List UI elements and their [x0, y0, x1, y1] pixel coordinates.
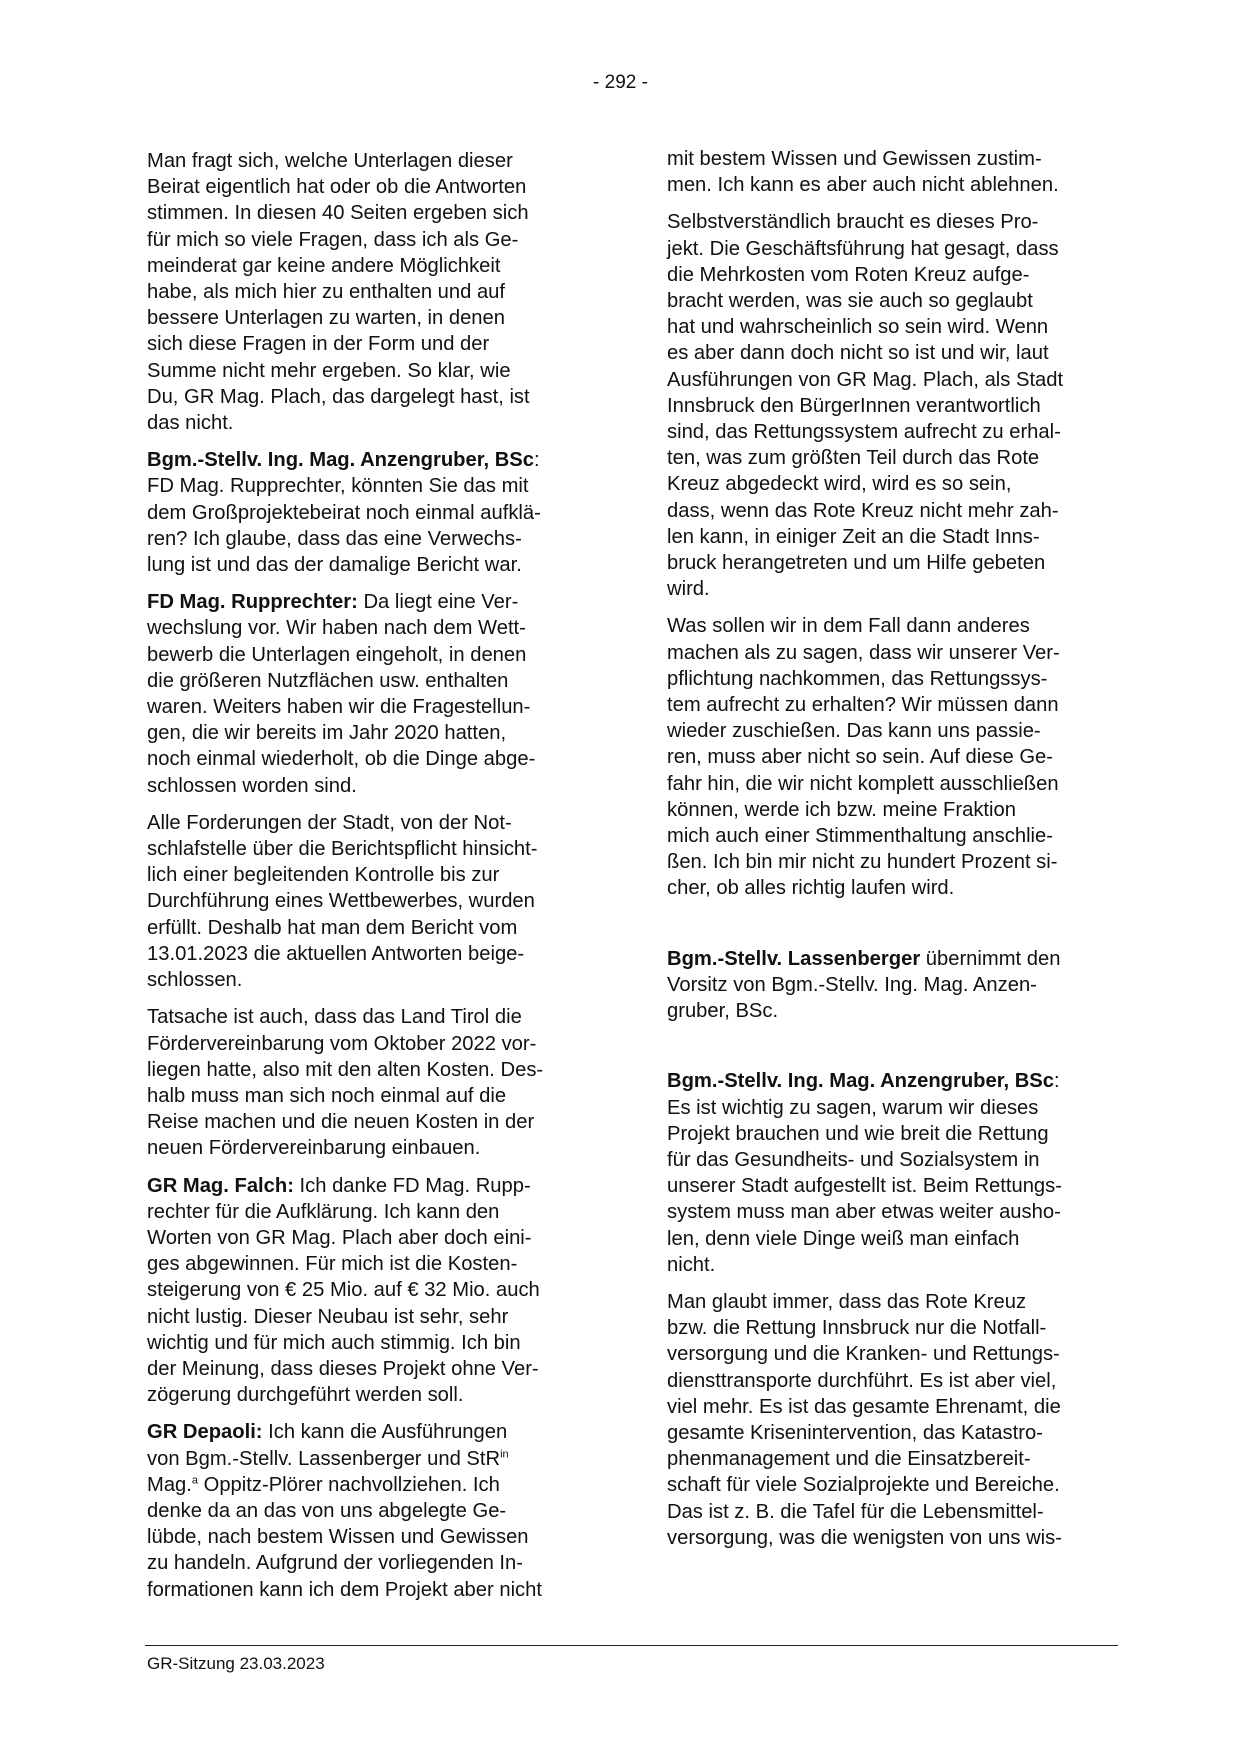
text-line: für das Gesundheits- und Sozialsystem in — [667, 1148, 1040, 1171]
text-fragment: von Bgm.-Stellv. Lassenberger und StR — [147, 1447, 501, 1470]
text-line: ren? Ich glaube, dass das eine Verwechs- — [147, 527, 522, 550]
text-line: Reise machen und die neuen Kosten in der — [147, 1111, 535, 1134]
text-line: Summe nicht mehr ergeben. So klar, wie — [147, 359, 511, 382]
text-line: nicht. — [667, 1253, 716, 1276]
text-line: steigerung von € 25 Mio. auf € 32 Mio. auch — [147, 1279, 540, 1302]
text-line: versorgung und die Kranken- und Rettungs- — [667, 1343, 1060, 1366]
text-fragment: : — [533, 449, 540, 472]
text-line: bessere Unterlagen zu warten, in denen — [147, 307, 505, 330]
text-line: zögerung durchgeführt werden soll. — [147, 1384, 464, 1407]
text-line: erfüllt. Deshalb hat man dem Bericht vom — [147, 916, 518, 939]
paragraph — [667, 1289, 1115, 1551]
text-line: ren, muss aber nicht so sein. Auf diese Ge- — [667, 746, 1053, 769]
text-line: machen als zu sagen, dass wir unserer Ver- — [667, 641, 1060, 664]
text-line: bzw. die Rettung Innsbruck nur die Notfall- — [667, 1317, 1047, 1340]
text-line: halb muss man sich noch einmal auf die — [147, 1084, 507, 1107]
text-line: Beirat eigentlich hat oder ob die Antworten — [147, 176, 527, 199]
text-line: bruck herangetreten und um Hilfe gebeten — [667, 552, 1046, 575]
text-line: len, denn viele Dinge weiß man einfach — [667, 1227, 1020, 1250]
left-column — [147, 148, 595, 1614]
text-line: Projekt brauchen und wie breit die Rettung — [667, 1122, 1049, 1145]
paragraph — [147, 810, 595, 993]
paragraph — [667, 613, 1115, 901]
paragraph — [667, 946, 1115, 1025]
text-line: meinderat gar keine andere Möglichkeit — [147, 254, 501, 277]
text-line: gesamte Krisenintervention, das Katastro- — [667, 1421, 1043, 1444]
text-line: das nicht. — [147, 412, 234, 435]
text-line: der Meinung, dass dieses Projekt ohne Ver- — [147, 1357, 539, 1380]
text-line: stimmen. In diesen 40 Seiten ergeben sich — [147, 202, 529, 225]
text-line: Fördervereinbarung vom Oktober 2022 vor- — [147, 1032, 537, 1055]
text-fragment: Da liegt eine Ver- — [357, 591, 519, 614]
superscript: in — [500, 1447, 509, 1460]
speaker-name: FD Mag. Rupprechter: — [147, 591, 358, 614]
text-line: cher, ob alles richtig laufen wird. — [667, 877, 955, 900]
paragraph — [147, 1419, 595, 1602]
speaker-name: GR Mag. Falch: — [147, 1174, 294, 1197]
text-line: jekt. Die Geschäftsführung hat gesagt, dass — [667, 237, 1059, 260]
paragraph — [147, 1173, 595, 1409]
text-line: Durchführung eines Wettbewerbes, wurden — [147, 890, 535, 913]
text-line: Man fragt sich, welche Unterlagen dieser — [147, 150, 513, 172]
text-line: noch einmal wiederholt, ob die Dinge abge- — [147, 748, 536, 771]
text-line: fahr hin, die wir nicht komplett ausschließen — [667, 772, 1059, 795]
text-fragment: Oppitz-Plörer nachvollziehen. Ich — [198, 1473, 500, 1496]
text-line: Es ist wichtig zu sagen, warum wir dieses — [667, 1096, 1039, 1119]
text-line: für mich so viele Fragen, dass ich als Ge- — [147, 228, 519, 251]
text-line: können, werde ich bzw. meine Fraktion — [667, 798, 1016, 821]
text-line: dass, wenn das Rote Kreuz nicht mehr zah- — [667, 499, 1059, 522]
speaker-name: Bgm.-Stellv. Ing. Mag. Anzengruber, BSc — [667, 1070, 1054, 1093]
text-line: formationen kann ich dem Projekt aber nicht — [147, 1578, 542, 1601]
text-line: Tatsache ist auch, dass das Land Tirol die — [147, 1006, 522, 1029]
speaker-name: Bgm.-Stellv. Ing. Mag. Anzengruber, BSc — [147, 449, 534, 472]
text-line: men. Ich kann es aber auch nicht ablehnen. — [667, 174, 1059, 197]
text-line: es aber dann doch nicht so ist und wir, laut — [667, 342, 1049, 365]
text-line: denke da an das von uns abgelegte Ge- — [147, 1499, 507, 1522]
text-line: Man glaubt immer, dass das Rote Kreuz — [667, 1290, 1027, 1313]
text-line: ßen. Ich bin mir nicht zu hundert Prozent si- — [667, 851, 1058, 874]
text-line: mich auch einer Stimmenthaltung anschlie- — [667, 825, 1053, 848]
text-line: wechslung vor. Wir haben nach dem Wett- — [147, 617, 526, 640]
paragraph — [667, 146, 1115, 198]
text-line: gruber, BSc. — [667, 1000, 779, 1023]
text-fragment: Ich danke FD Mag. Rupp- — [293, 1174, 531, 1197]
text-line: ten, was zum größten Teil durch das Rote — [667, 447, 1040, 470]
text-line: waren. Weiters haben wir die Fragestellun- — [147, 696, 531, 719]
text-line: Vorsitz von Bgm.-Stellv. Ing. Mag. Anzen- — [667, 973, 1037, 996]
text-line: Alle Forderungen der Stadt, von der Not- — [147, 811, 512, 834]
text-line: bewerb die Unterlagen eingeholt, in denen — [147, 643, 527, 666]
text-line: schlossen. — [147, 969, 243, 992]
text-line: FD Mag. Rupprechter, könnten Sie das mit — [147, 475, 529, 498]
text-line: wichtig und für mich auch stimmig. Ich bin — [147, 1331, 521, 1354]
text-line: liegen hatte, also mit den alten Kosten. Des- — [147, 1058, 544, 1081]
paragraph — [147, 589, 595, 799]
text-line: dem Großprojektebeirat noch einmal aufklä- — [147, 501, 541, 524]
text-line: sind, das Rettungssystem aufrecht zu erhal- — [667, 421, 1061, 444]
text-line: sich diese Fragen in der Form und der — [147, 333, 490, 356]
text-fragment: Mag. — [147, 1473, 192, 1496]
text-line: Innsbruck den BürgerInnen verantwortlich — [667, 394, 1041, 417]
footer-divider — [145, 1645, 1118, 1646]
text-line: bracht werden, was sie auch so geglaubt — [667, 290, 1033, 313]
paragraph — [667, 209, 1115, 602]
superscript: a — [191, 1474, 199, 1487]
text-line: Selbstverständlich braucht es dieses Pro- — [667, 211, 1039, 234]
page-number: - 292 - — [593, 72, 648, 93]
text-line: viel mehr. Es ist das gesamte Ehrenamt, die — [667, 1395, 1061, 1418]
speaker-name: Bgm.-Stellv. Lassenberger — [667, 947, 921, 970]
text-line: system muss man aber etwas weiter ausho- — [667, 1201, 1061, 1224]
text-line: habe, als mich hier zu enthalten und auf — [147, 281, 506, 304]
paragraph — [147, 148, 595, 436]
text-line: Was sollen wir in dem Fall dann anderes — [667, 615, 1030, 638]
text-line: lung ist und das der damalige Bericht war. — [147, 554, 522, 577]
text-line: schlafstelle über die Berichtspflicht hinsicht- — [147, 838, 538, 861]
text-line: unserer Stadt aufgestellt ist. Beim Rettungs- — [667, 1175, 1062, 1198]
text-line: lich einer begleitenden Kontrolle bis zur — [147, 864, 500, 887]
speaker-name: GR Depaoli: — [147, 1421, 263, 1444]
text-line: die größeren Nutzflächen usw. enthalten — [147, 669, 509, 692]
text-line: nicht lustig. Dieser Neubau ist sehr, sehr — [147, 1305, 509, 1328]
text-line: wieder zuschießen. Das kann uns passie- — [667, 720, 1041, 743]
text-line: Das ist z. B. die Tafel für die Lebensmittel- — [667, 1500, 1044, 1523]
text-line: Ausführungen von GR Mag. Plach, als Stadt — [667, 368, 1064, 391]
text-line: rechter für die Aufklärung. Ich kann den — [147, 1200, 500, 1223]
text-line: lübde, nach bestem Wissen und Gewissen — [147, 1526, 529, 1549]
text-line: schaft für viele Sozialprojekte und Bereiche. — [667, 1474, 1060, 1497]
text-fragment: Ich kann die Ausführungen — [262, 1421, 508, 1444]
text-line: Kreuz abgedeckt wird, wird es so sein, — [667, 473, 1012, 496]
text-line: ges abgewinnen. Für mich ist die Kosten- — [147, 1253, 518, 1276]
text-line: schlossen worden sind. — [147, 774, 357, 797]
text-line: len kann, in einiger Zeit an die Stadt Inns- — [667, 525, 1040, 548]
text-line: neuen Fördervereinbarung einbauen. — [147, 1137, 481, 1160]
text-line: tem aufrecht zu erhalten? Wir müssen dann — [667, 694, 1059, 717]
text-line: pflichtung nachkommen, das Rettungssys- — [667, 667, 1048, 690]
right-column — [667, 146, 1115, 1562]
footer-text: GR-Sitzung 23.03.2023 — [147, 1654, 325, 1673]
text-line: versorgung, was die wenigsten von uns wis- — [667, 1526, 1062, 1549]
text-line: mit bestem Wissen und Gewissen zustim- — [667, 148, 1042, 170]
paragraph — [147, 1004, 595, 1161]
text-line: hat und wahrscheinlich so sein wird. Wenn — [667, 316, 1049, 339]
text-line: Worten von GR Mag. Plach aber doch eini- — [147, 1226, 532, 1249]
text-line: zu handeln. Aufgrund der vorliegenden In- — [147, 1552, 523, 1575]
text-fragment: : — [1053, 1070, 1060, 1093]
paragraph — [147, 447, 595, 578]
text-line: wird. — [667, 578, 710, 601]
paragraph — [667, 1068, 1115, 1278]
text-line: Du, GR Mag. Plach, das dargelegt hast, ist — [147, 385, 530, 408]
text-line: diensttransporte durchführt. Es ist aber viel, — [667, 1369, 1057, 1392]
text-line: die Mehrkosten vom Roten Kreuz aufge- — [667, 263, 1030, 286]
text-line: phenmanagement und die Einsatzbereit- — [667, 1448, 1031, 1471]
text-line: 13.01.2023 die aktuellen Antworten beige- — [147, 942, 525, 965]
text-line: gen, die wir bereits im Jahr 2020 hatten, — [147, 722, 507, 745]
text-fragment: übernimmt den — [920, 947, 1061, 970]
